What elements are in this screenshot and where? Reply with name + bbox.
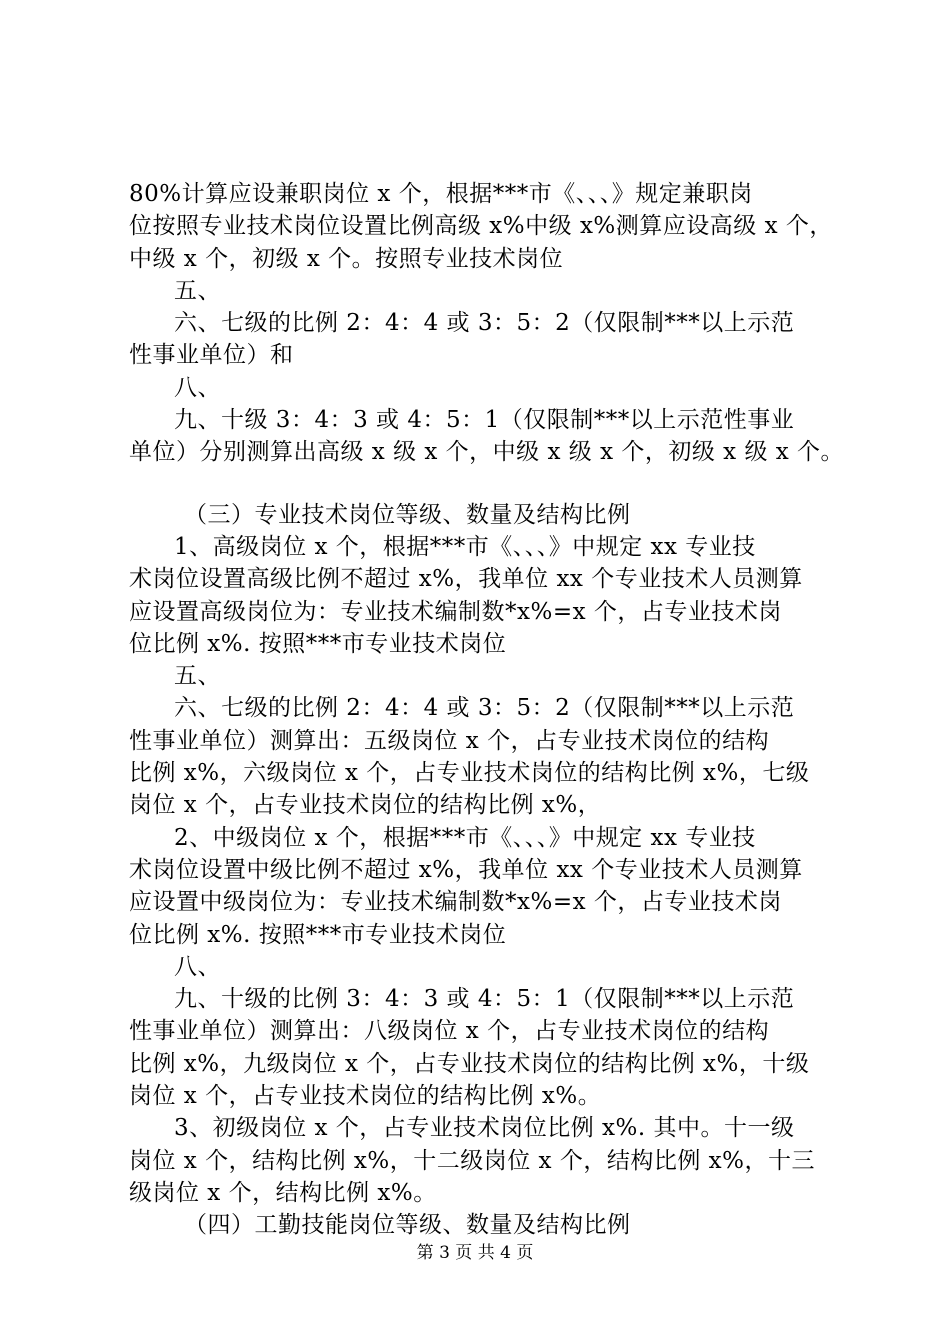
paragraph-line: 2、中级岗位 x 个，根据***市《、、、》中规定 xx 专业技 bbox=[174, 824, 756, 851]
paragraph-line: 中级 x 个，初级 x 个。按照专业技术岗位 bbox=[129, 245, 564, 272]
paragraph-line: 术岗位设置中级比例不超过 x%，我单位 xx 个专业技术人员测算 bbox=[129, 856, 803, 883]
paragraph-line: 术岗位设置高级比例不超过 x%，我单位 xx 个专业技术人员测算 bbox=[129, 566, 803, 593]
paragraph-line: 位比例 x%. 按照***市专业技术岗位 bbox=[129, 921, 507, 948]
paragraph-line: 1、高级岗位 x 个，根据***市《、、、》中规定 xx 专业技 bbox=[174, 533, 756, 560]
section-heading: （四）工勤技能岗位等级、数量及结构比例 bbox=[184, 1212, 631, 1239]
paragraph-line: 应设置高级岗位为：专业技术编制数*x%=x 个，占专业技术岗 bbox=[129, 598, 782, 625]
paragraph-line: 岗位 x 个，占专业技术岗位的结构比例 x%。 bbox=[129, 1083, 602, 1110]
paragraph-line: 九、十级 3：4：3 或 4：5：1（仅限制***以上示范性事业 bbox=[174, 407, 795, 434]
paragraph-line: 五、 bbox=[174, 277, 221, 304]
paragraph-line: 位比例 x%. 按照***市专业技术岗位 bbox=[129, 630, 507, 657]
paragraph-line: 位按照专业技术岗位设置比例高级 x%中级 x%测算应设高级 x 个， bbox=[129, 213, 833, 240]
paragraph-line: 六、七级的比例 2：4：4 或 3：5：2（仅限制***以上示范 bbox=[174, 310, 795, 337]
paragraph-line: 八、 bbox=[174, 953, 221, 980]
paragraph-line: 八、 bbox=[174, 374, 221, 401]
paragraph-line: 九、十级的比例 3：4：3 或 4：5：1（仅限制***以上示范 bbox=[174, 986, 795, 1013]
paragraph-line: 岗位 x 个，占专业技术岗位的结构比例 x%， bbox=[129, 792, 602, 819]
paragraph-line: 单位）分别测算出高级 x 级 x 个，中级 x 级 x 个，初级 x 级 x 个。 bbox=[129, 439, 845, 466]
paragraph-line: 性事业单位）测算出：五级岗位 x 个，占专业技术岗位的结构 bbox=[129, 727, 770, 754]
paragraph-gap bbox=[129, 469, 839, 499]
page-number-footer: 第 3 页 共 4 页 bbox=[416, 1243, 534, 1263]
paragraph-line: 五、 bbox=[174, 663, 221, 690]
paragraph-line: 比例 x%，六级岗位 x 个，占专业技术岗位的结构比例 x%，七级 bbox=[129, 760, 810, 787]
paragraph-line: 六、七级的比例 2：4：4 或 3：5：2（仅限制***以上示范 bbox=[174, 695, 795, 722]
paragraph-line: 性事业单位）和 bbox=[129, 342, 294, 369]
paragraph-line: 应设置中级岗位为：专业技术编制数*x%=x 个，占专业技术岗 bbox=[129, 889, 782, 916]
section-heading: （三）专业技术岗位等级、数量及结构比例 bbox=[184, 501, 631, 528]
paragraph-line: 80%计算应设兼职岗位 x 个，根据***市《、、、》规定兼职岗 bbox=[129, 181, 753, 207]
paragraph-line: 级岗位 x 个，结构比例 x%。 bbox=[129, 1179, 437, 1206]
document-body bbox=[129, 178, 845, 1242]
paragraph-line: 比例 x%，九级岗位 x 个，占专业技术岗位的结构比例 x%，十级 bbox=[129, 1050, 810, 1077]
paragraph-line: 3、初级岗位 x 个，占专业技术岗位比例 x%. 其中。十一级 bbox=[174, 1115, 795, 1142]
paragraph-line: 性事业单位）测算出：八级岗位 x 个，占专业技术岗位的结构 bbox=[129, 1018, 770, 1045]
paragraph-line: 岗位 x 个，结构比例 x%，十二级岗位 x 个，结构比例 x%，十三 bbox=[129, 1147, 815, 1174]
